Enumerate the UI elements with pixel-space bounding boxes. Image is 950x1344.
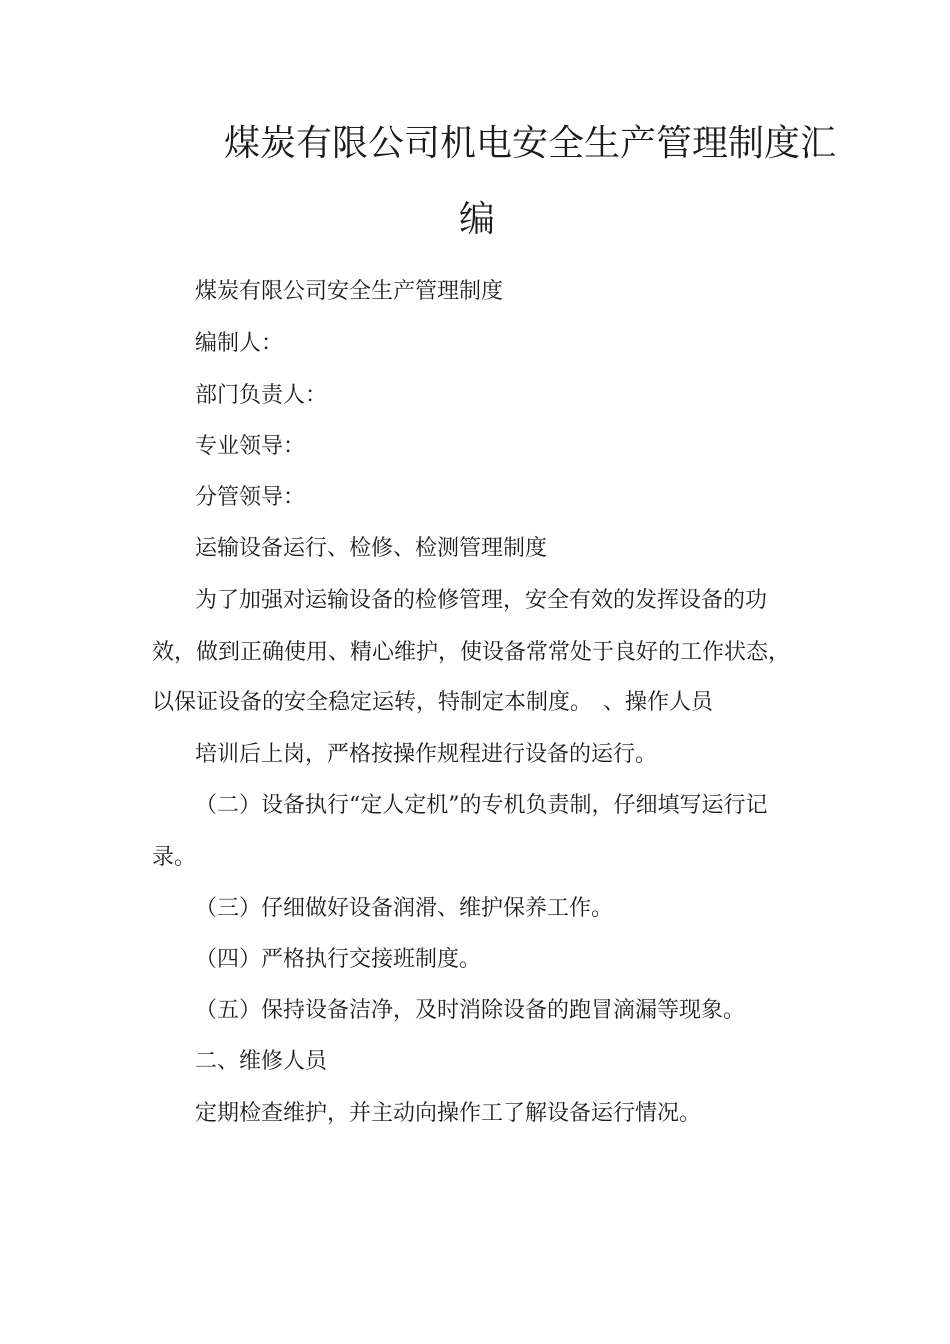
paragraph-maintenance-check: 定期检查维护，并主动向操作工了解设备运行情况。 [195, 1101, 702, 1126]
paragraph-compiler: 编制人： [195, 331, 284, 356]
section-heading-maintenance-staff: 二、维修人员 [195, 1049, 328, 1074]
paragraph-intro-line-2: 效，做到正确使用、精心维护，使设备常常处于良好的工作状态， [152, 640, 791, 665]
paragraph-professional-leader: 专业领导： [195, 434, 306, 459]
section-heading-transport-equipment: 运输设备运行、检修、检测管理制度 [195, 536, 548, 561]
list-item-5: （五）保持设备洁净，及时消除设备的跑冒滴漏等现象。 [195, 998, 746, 1023]
document-title-line-1: 煤炭有限公司机电安全生产管理制度汇 [224, 123, 837, 164]
document-title-line-2: 编 [459, 199, 496, 240]
list-item-2-line-1: （二）设备执行“定人定机”的专机负责制，仔细填写运行记 [195, 793, 768, 818]
paragraph-department-head: 部门负责人： [195, 383, 328, 408]
list-item-4: （四）严格执行交接班制度。 [195, 947, 482, 972]
paragraph-intro-line-3: 以保证设备的安全稳定运转，特制定本制度。 、操作人员 [152, 690, 714, 715]
paragraph-supervising-leader: 分管领导： [195, 485, 306, 510]
paragraph-company-rules-title: 煤炭有限公司安全生产管理制度 [195, 279, 504, 304]
paragraph-operator-training: 培训后上岗，严格按操作规程进行设备的运行。 [195, 742, 658, 767]
list-item-3: （三）仔细做好设备润滑、维护保养工作。 [195, 896, 614, 921]
list-item-2-line-2: 录。 [152, 845, 197, 870]
paragraph-intro-line-1: 为了加强对运输设备的检修管理，安全有效的发挥设备的功 [195, 588, 768, 613]
